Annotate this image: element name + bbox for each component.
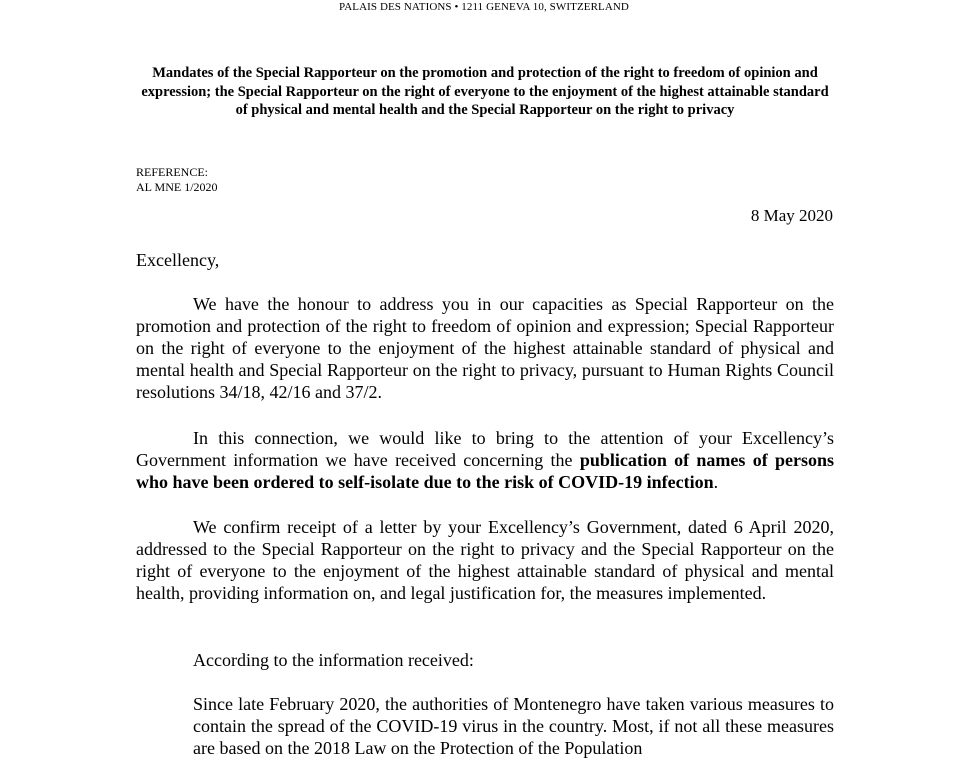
paragraph-connection-text: In this connection, we would like to bring to the attention of your Excellency’s Government information we have received concerning the (136, 428, 834, 470)
paragraph-receipt: We confirm receipt of a letter by your Excellency’s Government, dated 6 April 2020, addressed to the Special Rapporteur on the right to privacy and the Special Rapporteur on the right of everyone to the enjoyment of the highest attainable standard of physical and mental health, providing information on, and legal justification for, the measures implemented. (136, 517, 834, 603)
paragraph-connection (136, 427, 834, 493)
paragraph-montenegro-measures: Since late February 2020, the authorities of Montenegro have taken various measures to contain the spread of the COVID-19 virus in the country. Most, if not all these measures are based on the 2018 Law on the Protection of the Population (193, 694, 834, 758)
mandates-title: Mandates of the Special Rapporteur on the promotion and protection of the right to freedom of opinion and expression; the Special Rapporteur on the right of everyone to the enjoyment of the highest attainable standard of physical and mental health and the Special Rapporteur on the right to privacy (141, 65, 829, 118)
reference-label: REFERENCE: (136, 165, 209, 179)
reference-code: AL MNE 1/2020 (136, 179, 218, 194)
letter-date: 8 May 2020 (750, 206, 833, 225)
reference-block (136, 165, 218, 194)
paragraph-connection-end: . (713, 472, 719, 492)
salutation: Excellency, (136, 250, 220, 270)
office-address: PALAIS DES NATIONS • 1211 GENEVA 10, SWITZERLAND (339, 1, 629, 13)
paragraph-capacities: We have the honour to address you in our capacities as Special Rapporteur on the promotion and protection of the right to freedom of opinion and expression; Special Rapporteur on the right of everyone to the enjoyment of the highest attainable standard of physical and mental health and Special Rapporteur on the right to privacy, pursuant to Human Rights Council resolutions 34/18, 42/16 and 37/2. (136, 294, 834, 402)
paragraph-information-intro: According to the information received: (193, 650, 474, 670)
paragraph-connection-bold: publication of names of persons who have been ordered to self-isolate due to the risk of COVID-19 infection (136, 450, 834, 492)
